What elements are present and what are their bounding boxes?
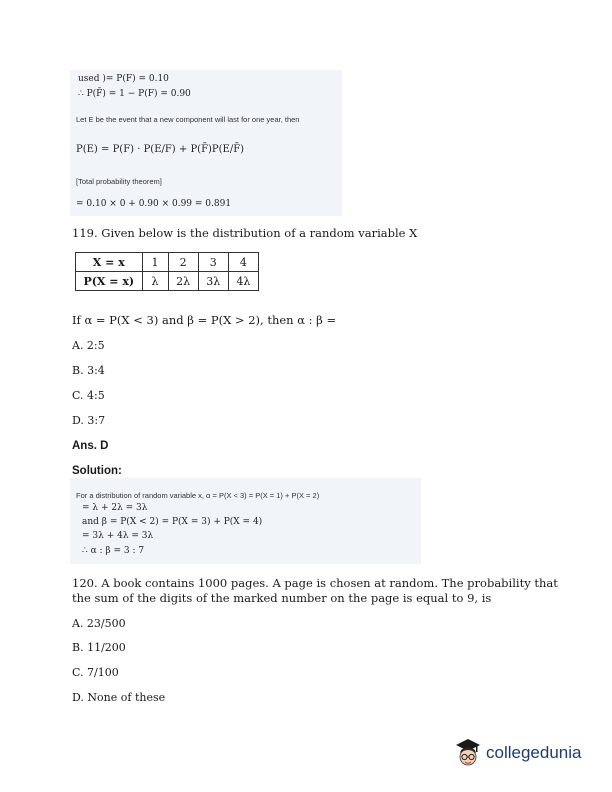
table-row xyxy=(76,253,259,272)
question-120-line-2: the sum of the digits of the marked number on the page is equal to 9, is xyxy=(72,591,492,605)
option-a: A. 2:5 xyxy=(72,339,105,352)
option-b: B. 3:4 xyxy=(72,364,105,377)
answer-label: Ans. D xyxy=(72,440,109,452)
logo-text: collegedunia xyxy=(486,743,582,762)
question-119: 119. Given below is the distribution of a random variable X xyxy=(72,226,418,240)
table-cell: 4λ xyxy=(228,272,258,291)
question-120-line-1: 120. A book contains 1000 pages. A page is chosen at random. The probability that xyxy=(72,576,558,590)
solution-box-2 xyxy=(70,478,421,564)
table-cell: 2λ xyxy=(168,272,198,291)
table-row xyxy=(76,272,259,291)
option-d: D. None of these xyxy=(72,691,166,704)
solution-formula: P(E) = P(F) · P(E/F) + P(F̄)P(E/F̄) xyxy=(76,144,245,155)
option-c: C. 4:5 xyxy=(72,389,105,402)
solution-text: For a distribution of random variable x, α = P(X < 3) = P(X = 1) + P(X = 2) xyxy=(76,491,320,500)
solution-line: and β = P(X < 2) = P(X = 3) + P(X = 4) xyxy=(82,517,263,527)
collegedunia-logo[interactable] xyxy=(452,736,592,770)
table-cell: P(X = x) xyxy=(76,272,143,291)
table-header-cell: 3 xyxy=(198,253,228,272)
option-b: B. 11/200 xyxy=(72,641,126,654)
solution-line: = 3λ + 4λ = 3λ xyxy=(82,531,154,541)
table-header-cell: 4 xyxy=(228,253,258,272)
solution-line: = 0.10 × 0 + 0.90 × 0.99 = 0.891 xyxy=(76,199,232,209)
table-header-cell: X = x xyxy=(76,253,143,272)
option-a: A. 23/500 xyxy=(72,617,126,630)
solution-line xyxy=(76,483,319,502)
solution-box-1 xyxy=(70,70,342,216)
solution-line: ∴ α : β = 3 : 7 xyxy=(82,546,145,556)
table-cell: λ xyxy=(142,272,168,291)
solution-line: = λ + 2λ = 3λ xyxy=(82,503,148,513)
option-c: C. 7/100 xyxy=(72,666,119,679)
solution-line: [Total probability theorem] xyxy=(76,177,162,186)
student-mascot-icon xyxy=(452,736,484,768)
solution-line: ∴ P(F̄) = 1 − P(F) = 0.90 xyxy=(78,89,191,99)
table-cell: 3λ xyxy=(198,272,228,291)
solution-label: Solution: xyxy=(72,465,122,477)
table-header-cell: 2 xyxy=(168,253,198,272)
option-d: D. 3:7 xyxy=(72,414,106,427)
solution-line: used )= P(F) = 0.10 xyxy=(78,74,169,84)
table-header-cell: 1 xyxy=(142,253,168,272)
distribution-table xyxy=(75,252,259,291)
question-condition: If α = P(X < 3) and β = P(X > 2), then α : β = xyxy=(72,313,337,327)
solution-line: Let E be the event that a new component will last for one year, then xyxy=(76,115,300,124)
